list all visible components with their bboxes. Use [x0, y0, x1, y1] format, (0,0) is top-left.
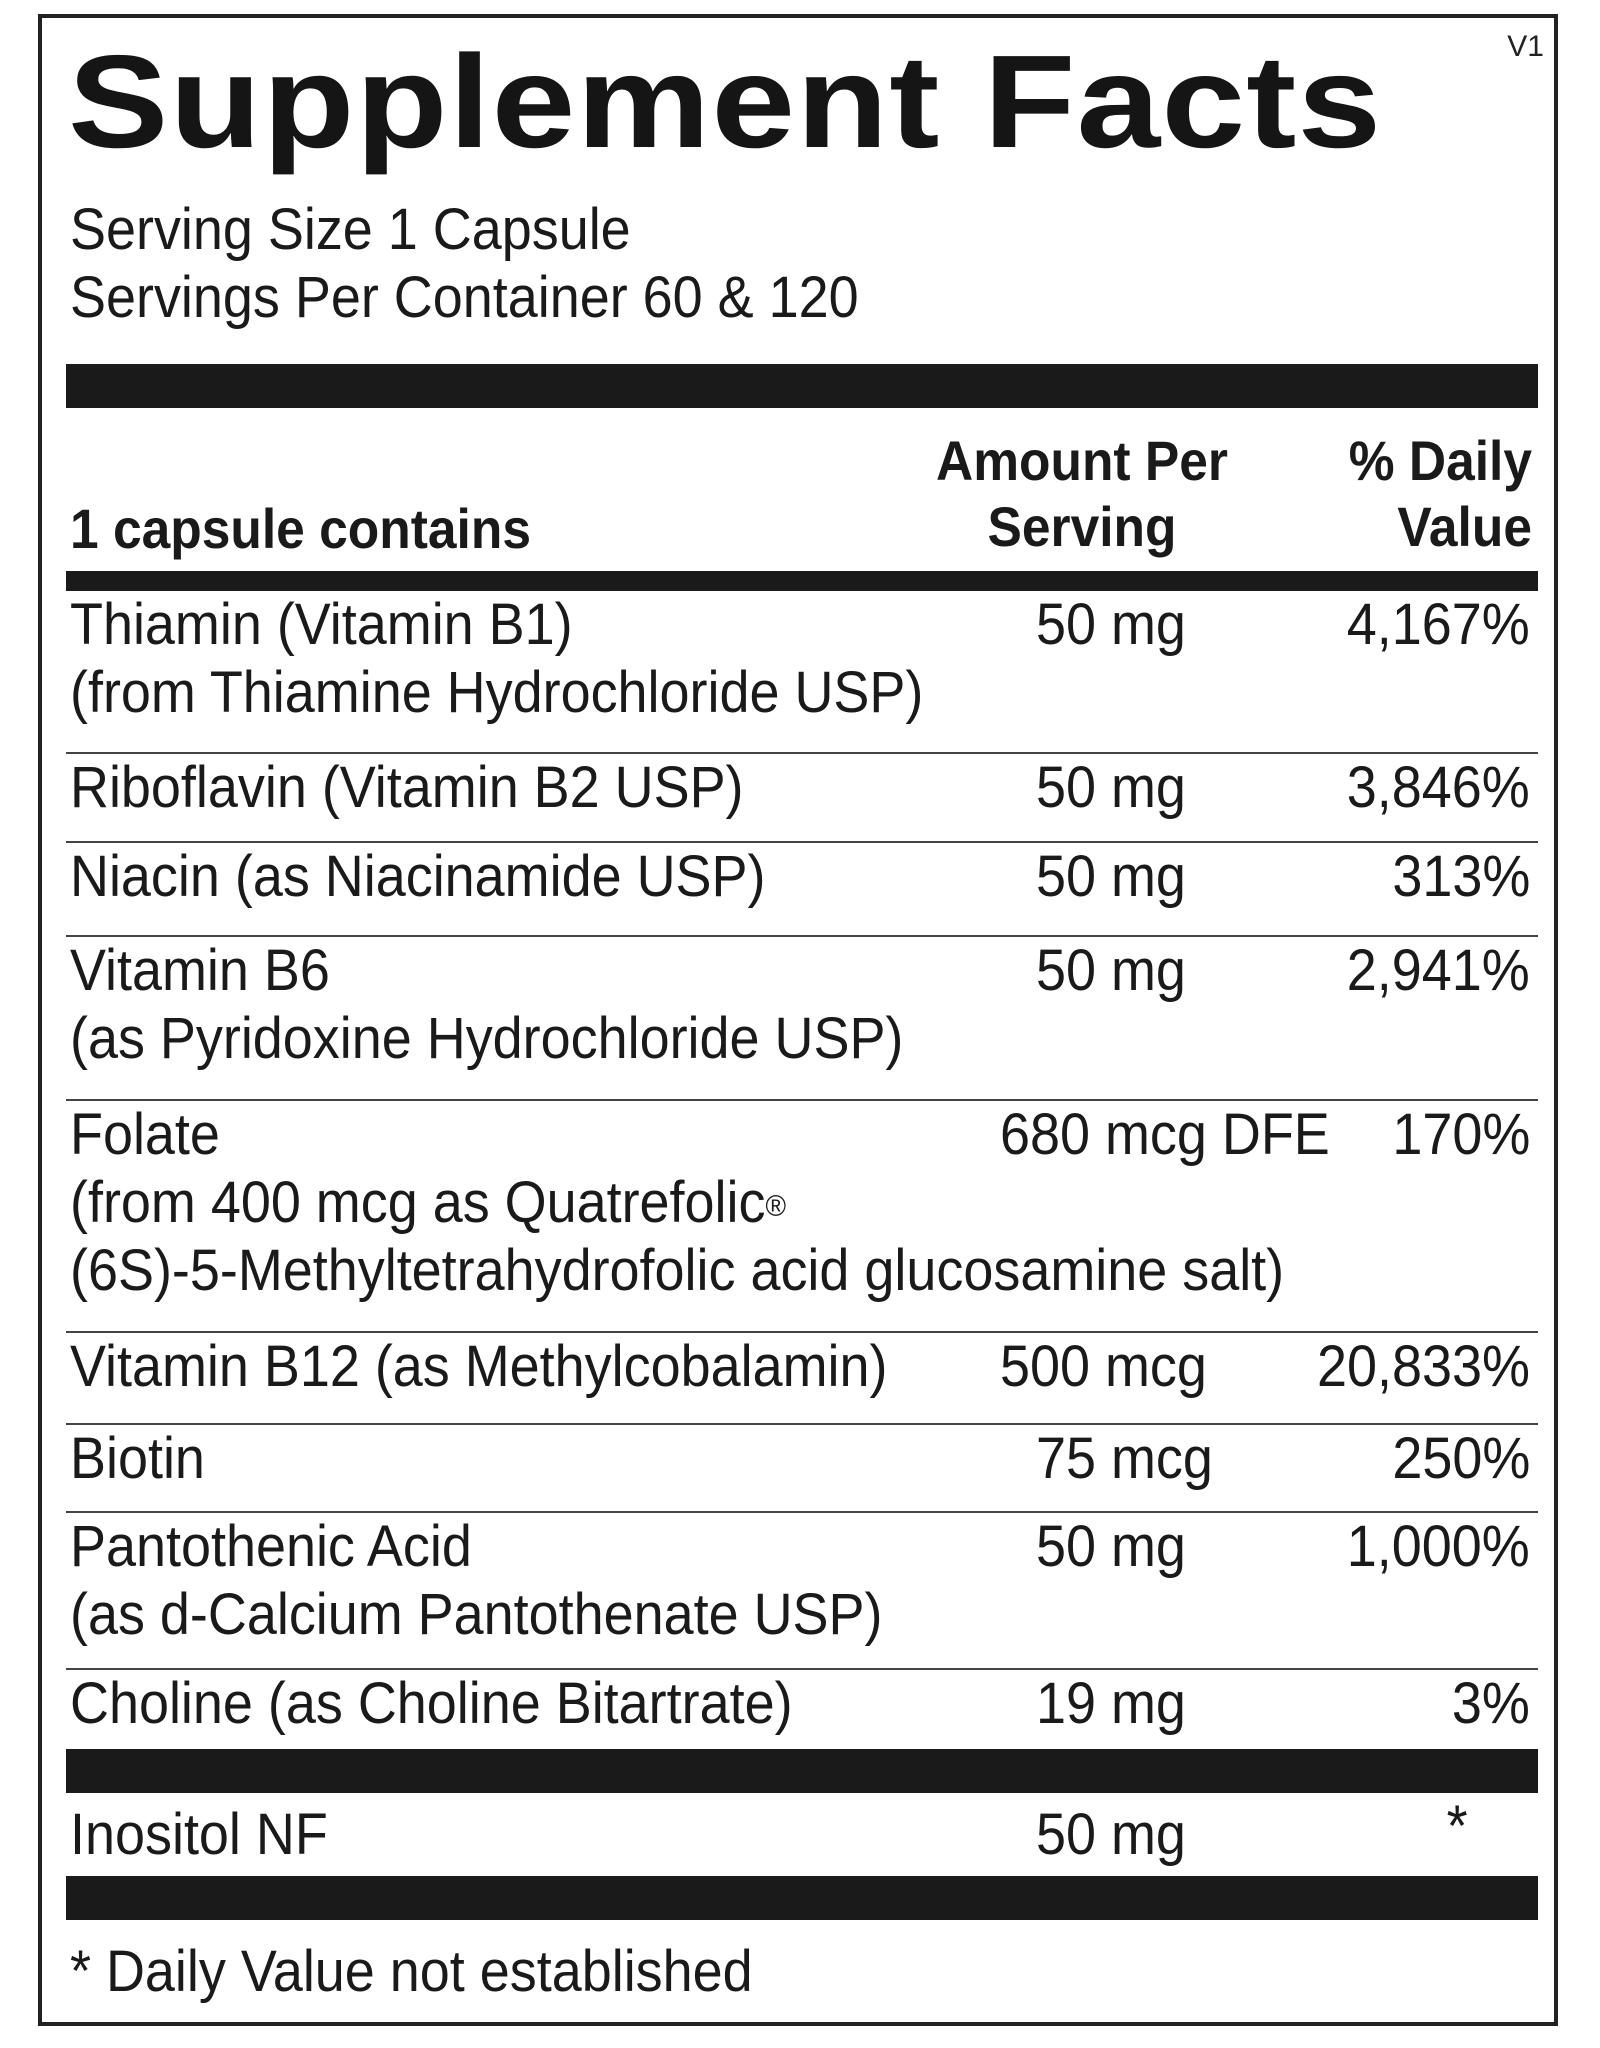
nutrient-row-niacin: [66, 843, 1538, 937]
nutrient-name: Pantothenic Acid: [70, 1514, 472, 1579]
nutrient-detail: [70, 1169, 1284, 1237]
nutrient-daily-value: 3,846%: [1347, 755, 1530, 820]
nutrient-name-cell: [70, 1513, 882, 1649]
nutrient-name: Folate: [70, 1102, 220, 1167]
nutrient-name-cell: [70, 591, 923, 727]
nutrient-daily-value: 1,000%: [1347, 1514, 1530, 1579]
nutrient-amount: 50 mg: [1036, 938, 1186, 1003]
nutrient-row-thiamin: [66, 591, 1538, 754]
thick-divider: [66, 364, 1538, 408]
nutrient-amount: 50 mg: [1036, 592, 1186, 657]
nutrient-table: [66, 591, 1538, 1749]
serving-info: [70, 196, 859, 332]
nutrient-detail: (as Pyridoxine Hydrochloride USP): [70, 1006, 904, 1071]
thick-divider: [66, 1876, 1538, 1920]
nutrient-daily-value: 20,833%: [1317, 1334, 1530, 1399]
nutrient-name: Inositol NF: [70, 1802, 328, 1867]
nutrient-name: Riboflavin (Vitamin B2 USP): [70, 755, 744, 820]
nutrient-daily-value: 250%: [1392, 1426, 1530, 1491]
nutrient-row-choline: [66, 1670, 1538, 1749]
servings-per-container: Servings Per Container 60 & 120: [70, 265, 859, 330]
nutrient-detail-2: (6S)-5-Methyltetrahydrofolic acid glucosamine salt): [70, 1238, 1285, 1303]
nutrient-daily-value: 2,941%: [1347, 938, 1530, 1003]
nutrient-name: Vitamin B12 (as Methylcobalamin): [70, 1334, 888, 1399]
thick-divider: [66, 1749, 1538, 1793]
version-code: V1: [1507, 30, 1544, 63]
nutrient-name: Thiamin (Vitamin B1): [70, 592, 573, 657]
nutrient-name: Choline (as Choline Bitartrate): [70, 1671, 793, 1736]
amount-header-line1: Amount Per: [936, 429, 1228, 492]
nutrient-amount: 50 mg: [1036, 1514, 1186, 1579]
nutrient-name: Vitamin B6: [70, 938, 330, 1003]
nutrient-row-folate: [66, 1101, 1538, 1333]
amount-header-line2: Serving: [987, 495, 1177, 558]
nutrient-row-pantothenic-acid: [66, 1513, 1538, 1670]
nutrient-name: Biotin: [70, 1426, 205, 1491]
dv-header-line2: Value: [1397, 495, 1532, 558]
header-divider: [66, 571, 1538, 591]
nutrient-name: Niacin (as Niacinamide USP): [70, 844, 766, 909]
column-header-contains: 1 capsule contains: [70, 497, 531, 560]
nutrient-amount: 50 mg: [1036, 755, 1186, 820]
panel-title: Supplement Facts: [68, 28, 1383, 175]
serving-size: Serving Size 1 Capsule: [70, 197, 631, 262]
nutrient-amount: 50 mg: [1036, 844, 1186, 909]
dv-header-line1: % Daily: [1348, 429, 1532, 492]
nutrient-name-cell: [70, 937, 903, 1073]
nutrient-daily-value: 3%: [1452, 1671, 1530, 1736]
nutrient-amount: 680 mcg DFE: [1000, 1102, 1330, 1167]
footnote: * Daily Value not established: [70, 1939, 753, 2004]
nutrient-amount: 50 mg: [1036, 1802, 1186, 1867]
nutrient-row-riboflavin: [66, 754, 1538, 843]
nutrient-amount: 75 mcg: [1036, 1426, 1213, 1491]
nutrient-detail-text: (from 400 mcg as Quatrefolic: [70, 1170, 766, 1235]
nutrient-daily-value: 313%: [1392, 844, 1530, 909]
nutrient-detail: (as d-Calcium Pantothenate USP): [70, 1582, 883, 1647]
nutrient-amount: 19 mg: [1036, 1671, 1186, 1736]
nutrient-row-vitamin-b6: [66, 937, 1538, 1101]
nutrient-detail: (from Thiamine Hydrochloride USP): [70, 660, 924, 725]
nutrient-row-biotin: [66, 1425, 1538, 1513]
nutrient-amount: 500 mcg: [1000, 1334, 1207, 1399]
nutrient-row-inositol: [66, 1793, 1538, 1876]
column-header-daily-value: [1265, 428, 1532, 560]
registered-mark: ®: [765, 1190, 787, 1223]
nutrient-daily-value: 170%: [1392, 1102, 1530, 1167]
supplement-facts-panel: [38, 14, 1558, 2026]
nutrient-daily-value: 4,167%: [1347, 592, 1530, 657]
nutrient-row-vitamin-b12: [66, 1333, 1538, 1425]
column-header-amount: [935, 428, 1229, 560]
nutrient-daily-value: *: [1447, 1794, 1468, 1859]
